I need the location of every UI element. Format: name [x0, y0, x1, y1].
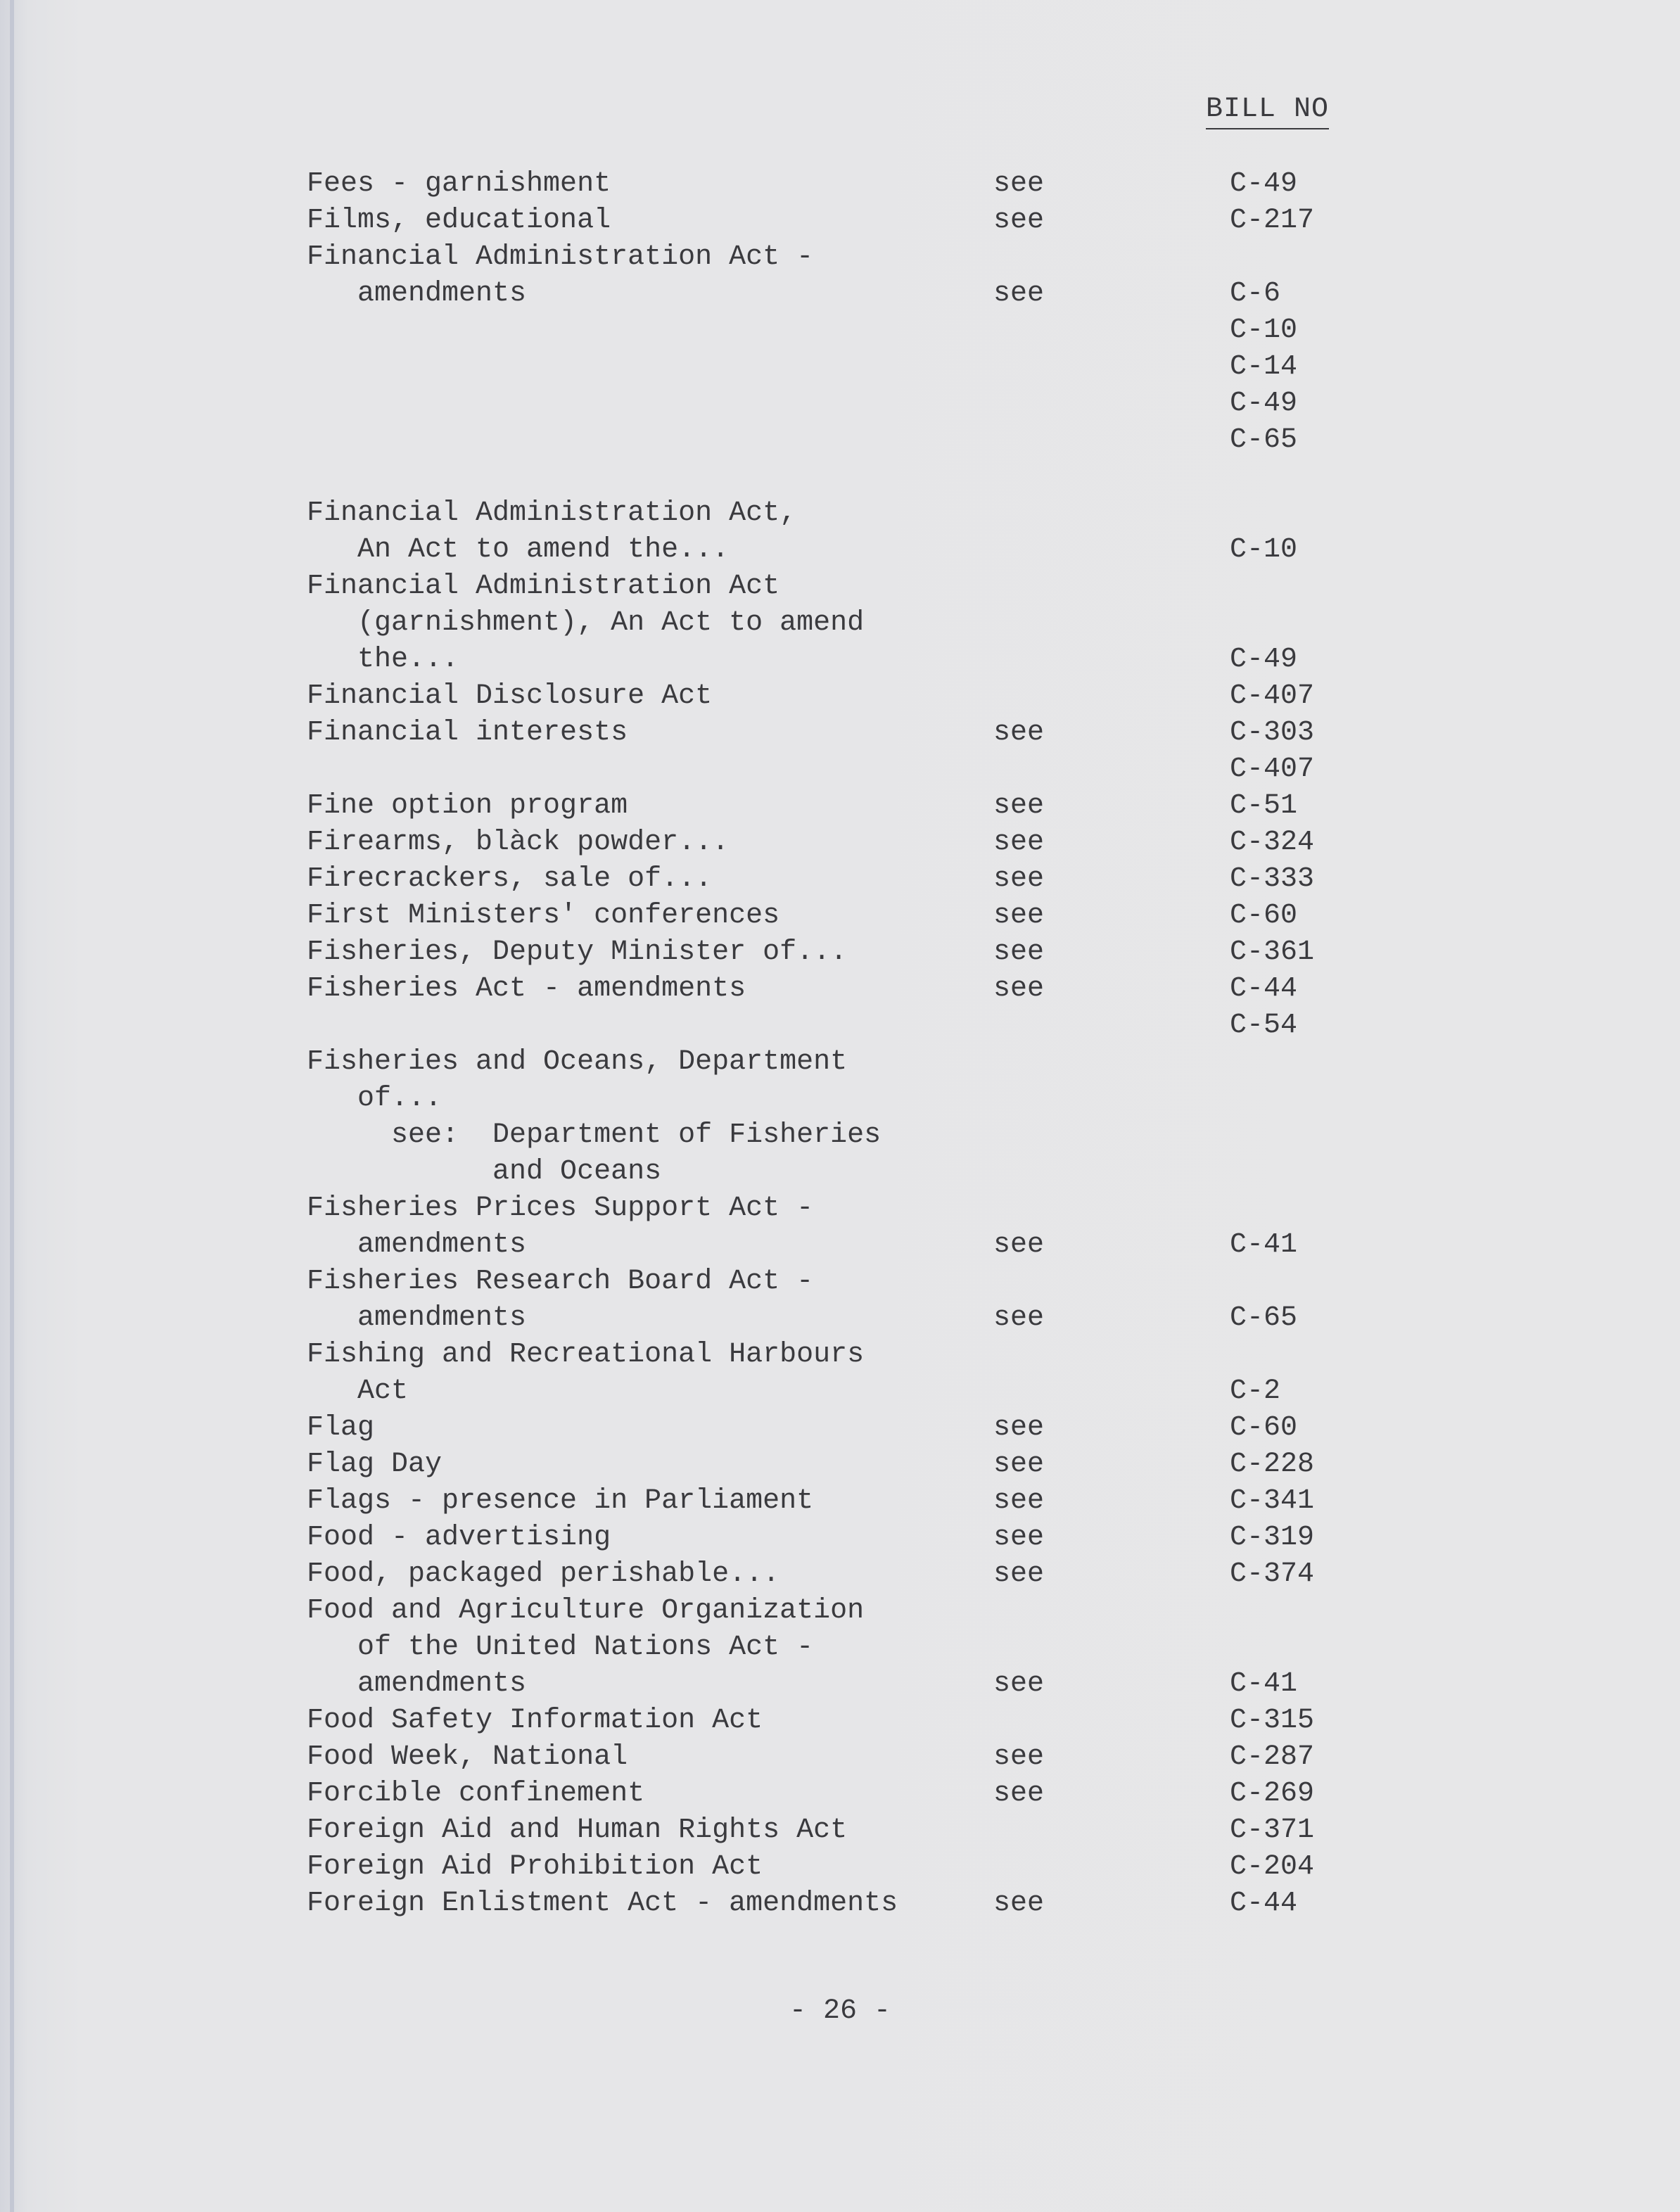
index-term: Food Week, National	[307, 1741, 628, 1773]
see-reference: see	[993, 205, 1045, 236]
index-entry-row	[0, 898, 1680, 934]
bill-number: C-333	[1230, 863, 1315, 895]
bill-number: C-10	[1230, 314, 1298, 346]
index-entries	[0, 166, 1680, 1922]
bill-number: C-407	[1230, 754, 1315, 785]
index-entry-row	[0, 1154, 1680, 1190]
see-reference: see	[993, 1522, 1045, 1553]
index-term: Fine option program	[307, 790, 628, 822]
bill-number: C-41	[1230, 1229, 1298, 1261]
index-term: and Oceans	[307, 1156, 662, 1188]
index-entry-row	[0, 1849, 1680, 1886]
bill-no-column-header: BILL NO	[1206, 94, 1329, 129]
see-reference: see	[993, 790, 1045, 822]
bill-number: C-217	[1230, 205, 1315, 236]
index-entry-row	[0, 861, 1680, 898]
index-term: amendments	[307, 1668, 527, 1700]
index-entry-row	[0, 1739, 1680, 1776]
index-term: Financial Administration Act -	[307, 241, 814, 273]
index-entry-row	[0, 349, 1680, 386]
index-term: (garnishment), An Act to amend	[307, 607, 865, 639]
index-term: First Ministers' conferences	[307, 900, 780, 932]
index-entry-row	[0, 1264, 1680, 1300]
index-entry-row	[0, 495, 1680, 532]
bill-number: C-54	[1230, 1010, 1298, 1041]
index-entry-row	[0, 1227, 1680, 1264]
see-reference: see	[993, 1449, 1045, 1480]
index-term: Food and Agriculture Organization	[307, 1595, 865, 1627]
bill-number: C-51	[1230, 790, 1298, 822]
bill-number: C-2	[1230, 1375, 1281, 1407]
bill-number: C-60	[1230, 1412, 1298, 1444]
index-term: Flags - presence in Parliament	[307, 1485, 814, 1517]
index-entry-row	[0, 678, 1680, 715]
see-reference: see	[993, 936, 1045, 968]
bill-number: C-65	[1230, 1302, 1298, 1334]
index-entry-row	[0, 459, 1680, 495]
index-entry-row	[0, 1703, 1680, 1739]
index-term: Financial Administration Act,	[307, 497, 797, 529]
index-entry-row	[0, 971, 1680, 1008]
index-entry-row	[0, 1373, 1680, 1410]
bill-number: C-44	[1230, 973, 1298, 1005]
see-reference: see	[993, 1888, 1045, 1919]
see-reference: see	[993, 1412, 1045, 1444]
index-term: of...	[307, 1083, 443, 1114]
index-term: Flag Day	[307, 1449, 443, 1480]
index-entry-row	[0, 568, 1680, 605]
index-term: see: Department of Fisheries	[307, 1119, 882, 1151]
index-term: Financial Disclosure Act	[307, 680, 713, 712]
see-reference: see	[993, 973, 1045, 1005]
index-entry-row	[0, 532, 1680, 568]
index-entry-row	[0, 1117, 1680, 1154]
index-term: Food - advertising	[307, 1522, 611, 1553]
bill-number: C-371	[1230, 1814, 1315, 1846]
index-entry-row	[0, 715, 1680, 751]
see-reference: see	[993, 827, 1045, 858]
index-term: Fisheries Act - amendments	[307, 973, 746, 1005]
index-entry-row	[0, 166, 1680, 203]
index-term: Fishing and Recreational Harbours	[307, 1339, 865, 1371]
index-term: Food Safety Information Act	[307, 1705, 763, 1736]
index-entry-row	[0, 422, 1680, 459]
see-reference: see	[993, 1485, 1045, 1517]
index-term: Foreign Enlistment Act - amendments	[307, 1888, 898, 1919]
bill-number: C-60	[1230, 900, 1298, 932]
bill-number: C-204	[1230, 1851, 1315, 1883]
bill-number: C-49	[1230, 168, 1298, 200]
index-term: An Act to amend the...	[307, 534, 730, 566]
index-entry-row	[0, 239, 1680, 276]
bill-number: C-49	[1230, 644, 1298, 675]
see-reference: see	[993, 168, 1045, 200]
bill-number: C-341	[1230, 1485, 1315, 1517]
index-entry-row	[0, 1776, 1680, 1812]
bill-number: C-65	[1230, 424, 1298, 456]
see-reference: see	[993, 863, 1045, 895]
bill-number: C-319	[1230, 1522, 1315, 1553]
index-entry-row	[0, 1629, 1680, 1666]
index-entry-row	[0, 751, 1680, 788]
index-entry-row	[0, 1337, 1680, 1373]
index-entry-row	[0, 386, 1680, 422]
see-reference: see	[993, 1558, 1045, 1590]
bill-number: C-14	[1230, 351, 1298, 383]
index-term: Food, packaged perishable...	[307, 1558, 780, 1590]
index-term: Financial interests	[307, 717, 628, 749]
index-term: amendments	[307, 1302, 527, 1334]
bill-number: C-361	[1230, 936, 1315, 968]
see-reference: see	[993, 1778, 1045, 1810]
bill-number: C-374	[1230, 1558, 1315, 1590]
index-term: Fisheries and Oceans, Department	[307, 1046, 848, 1078]
bill-number: C-6	[1230, 278, 1281, 310]
index-entry-row	[0, 825, 1680, 861]
index-term: Foreign Aid Prohibition Act	[307, 1851, 763, 1883]
see-reference: see	[993, 1741, 1045, 1773]
see-reference: see	[993, 1668, 1045, 1700]
index-entry-row	[0, 1520, 1680, 1556]
bill-number: C-324	[1230, 827, 1315, 858]
index-entry-row	[0, 1812, 1680, 1849]
bill-number: C-303	[1230, 717, 1315, 749]
index-entry-row	[0, 1190, 1680, 1227]
index-entry-row	[0, 276, 1680, 312]
bill-number: C-10	[1230, 534, 1298, 566]
index-entry-row	[0, 1483, 1680, 1520]
bill-number: C-287	[1230, 1741, 1315, 1773]
index-entry-row	[0, 1447, 1680, 1483]
index-entry-row	[0, 1410, 1680, 1447]
index-entry-row	[0, 1593, 1680, 1629]
index-term: Financial Administration Act	[307, 571, 780, 602]
index-entry-row	[0, 1300, 1680, 1337]
index-term: Act	[307, 1375, 409, 1407]
bill-number: C-44	[1230, 1888, 1298, 1919]
bill-number: C-407	[1230, 680, 1315, 712]
index-term: the...	[307, 644, 459, 675]
index-term: amendments	[307, 278, 527, 310]
see-reference: see	[993, 278, 1045, 310]
index-term: Fisheries Prices Support Act -	[307, 1193, 814, 1224]
index-entry-row	[0, 1666, 1680, 1703]
index-entry-row	[0, 1044, 1680, 1081]
bill-number: C-269	[1230, 1778, 1315, 1810]
index-entry-row	[0, 642, 1680, 678]
index-entry-row	[0, 605, 1680, 642]
bill-number: C-41	[1230, 1668, 1298, 1700]
index-entry-row	[0, 1081, 1680, 1117]
index-entry-row	[0, 1008, 1680, 1044]
index-term: amendments	[307, 1229, 527, 1261]
page-number: - 26 -	[789, 1995, 891, 2027]
index-term: Fisheries Research Board Act -	[307, 1266, 814, 1297]
index-term: Fisheries, Deputy Minister of...	[307, 936, 848, 968]
see-reference: see	[993, 717, 1045, 749]
index-term: Flag	[307, 1412, 375, 1444]
bill-number: C-228	[1230, 1449, 1315, 1480]
index-entry-row	[0, 788, 1680, 825]
index-term: Films, educational	[307, 205, 611, 236]
index-term: Firecrackers, sale of...	[307, 863, 713, 895]
index-entry-row	[0, 1556, 1680, 1593]
index-term: Fees - garnishment	[307, 168, 611, 200]
see-reference: see	[993, 1302, 1045, 1334]
index-entry-row	[0, 934, 1680, 971]
index-entry-row	[0, 1886, 1680, 1922]
index-term: Foreign Aid and Human Rights Act	[307, 1814, 848, 1846]
bill-number: C-49	[1230, 388, 1298, 419]
index-term: Firearms, blàck powder...	[307, 827, 730, 858]
see-reference: see	[993, 900, 1045, 932]
index-term: of the United Nations Act -	[307, 1632, 814, 1663]
index-entry-row	[0, 203, 1680, 239]
index-entry-row	[0, 312, 1680, 349]
see-reference: see	[993, 1229, 1045, 1261]
bill-number: C-315	[1230, 1705, 1315, 1736]
index-term: Forcible confinement	[307, 1778, 645, 1810]
